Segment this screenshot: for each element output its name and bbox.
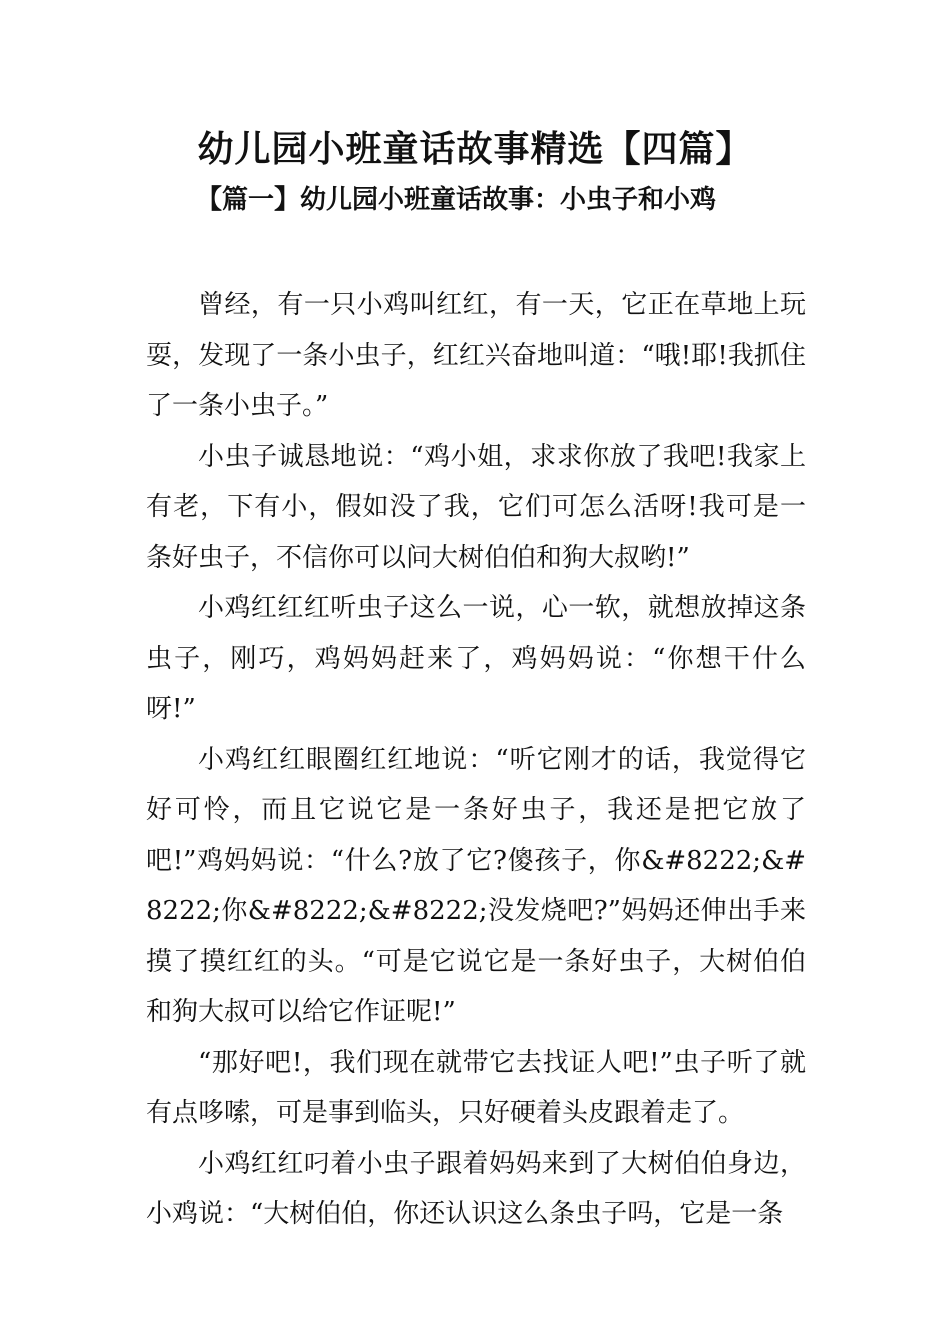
story-paragraph-3: 小鸡红红红听虫子这么一说，心一软，就想放掉这条虫子，刚巧，鸡妈妈赶来了，鸡妈妈说：“你想干什么呀!” [146, 593, 806, 724]
story-paragraph-4: 小鸡红红眼圈红红地说：“听它刚才的话，我觉得它好可怜，而且它说它是一条好虫子，我还是把它放了吧!”鸡妈妈说：“什么?放了它?傻孩子，你&#8222;&#8222;你&#8222;&#8222;没发烧吧?”妈妈还伸出手来摸了摸红红的头。“可是它说它是一条好虫子，大树伯伯和狗大叔可以给它作证呢!” [146, 744, 806, 1027]
story-paragraph-2: 小虫子诚恳地说：“鸡小姐，求求你放了我吧!我家上有老，下有小，假如没了我，它们可怎么活呀!我可是一条好虫子，不信你可以问大树伯伯和狗大叔哟!” [146, 441, 806, 573]
document-title: 幼儿园小班童话故事精选【四篇】 [197, 129, 753, 170]
section-heading: 【篇一】幼儿园小班童话故事：小虫子和小鸡 [196, 185, 717, 215]
story-paragraph-1: 曾经，有一只小鸡叫红红，有一天，它正在草地上玩耍，发现了一条小虫子，红红兴奋地叫道：“哦!耶!我抓住了一条小虫子。” [146, 290, 806, 421]
story-body [146, 280, 806, 1240]
story-paragraph-5: “那好吧!，我们现在就带它去找证人吧!”虫子听了就有点哆嗦，可是事到临头，只好硬着头皮跟着走了。 [146, 1047, 806, 1128]
story-paragraph-6: 小鸡红红叼着小虫子跟着妈妈来到了大树伯伯身边，小鸡说：“大树伯伯，你还认识这么条虫子吗，它是一条 [146, 1148, 806, 1229]
